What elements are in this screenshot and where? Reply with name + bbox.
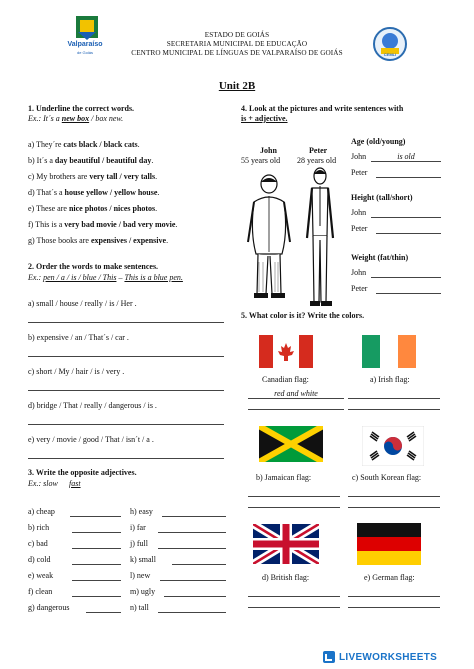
ex3-answer-line[interactable] [72,548,121,549]
ex2-answer-line[interactable] [28,458,224,459]
ex1-item-end: . [157,188,160,197]
ex1-item-options[interactable]: nice photos / nices photos [68,204,156,213]
flag-label: b) Jamaican flag: [256,473,312,482]
south-korea-flag-image [362,426,424,466]
ex3-answer-line[interactable] [162,516,226,517]
ex1-item-end: . [151,156,154,165]
logo-left-text: Valparaíso [67,41,103,48]
flag-label: a) Irish flag: [370,375,410,384]
ex4-group-title: Weight (fat/thin) [351,253,409,262]
ex3-answer-line[interactable] [158,612,226,613]
ex1-item-options[interactable]: day beautiful / beautiful day [54,156,152,165]
ex3-answer-line[interactable] [70,516,121,517]
ex3-item-right: m) ugly [130,587,156,596]
logo-right [372,26,408,62]
ex2-item: e) very / movie / good / That / isn´t / a . [28,435,154,444]
ex2-item: c) short / My / hair / is / very . [28,367,125,376]
flag-answer-line[interactable] [348,487,440,497]
ex4-peter-answer-line[interactable] [376,177,441,178]
peter-name: Peter [309,146,328,155]
ex1-example: Ex.: It´s a new box / box new. [28,114,124,123]
peter-age: 28 years old [297,156,337,165]
ex3-item-left: g) dangerous [28,603,70,612]
ex1-item-text: f) This is a [28,220,65,229]
liveworksheets-brand: LIVEWORKSHEETS [339,651,438,663]
flag-label: Canadian flag: [262,375,309,384]
ex3-item-left: a) cheap [28,507,55,516]
ex1-item [28,140,140,149]
ex4-john-answer[interactable] [371,268,441,278]
jamaica-flag-image [259,426,323,462]
ex4-peter-label: Peter [351,168,368,177]
flag-answer-line[interactable]: red and white [248,389,344,399]
flag-answer-line[interactable] [248,487,340,497]
ex1-example-answer: new box [61,114,90,123]
ex4-peter-answer-line[interactable] [376,233,441,234]
ex2-answer-line[interactable] [28,424,224,425]
ex1-item-end: . [155,172,158,181]
ex4-john-label: John [351,208,367,217]
flag-label: d) British flag: [262,573,310,582]
ex4-peter-label: Peter [351,224,368,233]
flag-label: c) South Korean flag: [352,473,422,482]
ex4-group-title: Height (tall/short) [351,193,413,202]
ex1-item-text: e) These are [28,204,69,213]
ex1-item-options[interactable]: cats black / black cats [63,140,138,149]
ex1-item [28,172,157,181]
liveworksheets-logo-icon [322,650,336,664]
john-age: 55 years old [241,156,281,165]
ex3-answer-line[interactable] [160,580,226,581]
logo-left-sub: de Goiás [76,50,93,55]
ex3-item-right: h) easy [130,507,153,516]
ex3-item-left: b) rich [28,523,50,532]
ex3-heading: 3. Write the opposite adjectives. [28,468,137,477]
john-name: John [260,146,277,155]
ex3-item-left: e) weak [28,571,54,580]
ex3-answer-line[interactable] [172,564,226,565]
ex4-john-label: John [351,268,367,277]
ex2-answer-line[interactable] [28,322,224,323]
page-title: Unit 2B [218,80,256,92]
uk-flag-image [253,524,319,564]
ex1-item-text: b) It´s a [28,156,55,165]
flag-answer-line-2[interactable] [348,409,440,410]
ex3-example-answer: fast [69,479,81,488]
ex3-item-right: i) far [130,523,146,532]
germany-flag-image [357,523,421,565]
ex3-answer-line[interactable] [72,564,121,565]
ex1-item-text: a) They´re [28,140,64,149]
ex3-answer-line[interactable] [158,548,226,549]
ex4-john-label: John [351,152,367,161]
flag-label: e) German flag: [364,573,415,582]
ex4-heading-2: is + adjective. [241,114,288,123]
ex3-answer-line[interactable] [158,532,226,533]
flag-answer-line-2[interactable] [348,607,440,608]
ex1-item-options[interactable]: house yellow / yellow house [64,188,158,197]
ex4-peter-answer-line[interactable] [376,293,441,294]
ex1-item-text: d) That´s a [28,188,65,197]
ex2-example: Ex.: pen / a / is / blue / This – This is a blue pen. [28,273,183,282]
ex4-john-answer[interactable] [371,208,441,218]
ex5-heading: 5. What color is it? Write the colors. [241,311,365,320]
ex3-item-right: k) small [130,555,156,564]
logo-right-text: CEMLI [383,52,397,57]
header-line-2: SECRETARIA MUNICIPAL DE EDUCAÇÃO [166,40,308,48]
canada-flag-image [259,335,313,368]
ex1-item-end: . [166,236,169,245]
ex1-item [28,188,159,197]
ex1-item-text: g) Those books are [28,236,91,245]
ex2-example-answer: This is a blue pen. [124,273,183,282]
header-line-3: CENTRO MUNICIPAL DE LÍNGUAS DE VALPARAÍSO DE GOIÁS [131,49,343,57]
john-illustration [244,172,294,302]
ex3-answer-line[interactable] [72,596,121,597]
ex3-example: Ex.: slow fast [28,479,90,488]
flag-answer-line-2[interactable] [248,409,344,410]
ex2-item: b) expensive / an / That´s / car . [28,333,129,342]
flag-answer-line-2[interactable] [348,507,440,508]
ex3-item-left: f) clean [28,587,53,596]
ex3-item-right: j) full [130,539,148,548]
flag-answer-line[interactable] [348,389,440,399]
ex3-answer-line[interactable] [72,580,121,581]
ex3-answer-line[interactable] [72,532,121,533]
ex3-answer-line[interactable] [86,612,121,613]
ex3-item-right: l) new [130,571,151,580]
ex4-john-answer[interactable]: is old [371,152,441,162]
ex2-answer-line[interactable] [28,356,224,357]
ex1-item [28,236,168,245]
ex3-item-left: d) cold [28,555,51,564]
ex1-item [28,220,177,229]
ex2-heading: 2. Order the words to make sentences. [28,262,159,271]
ex1-item-options[interactable]: very tall / very talls [89,172,156,181]
ex2-item: a) small / house / really / is / Her . [28,299,137,308]
ex1-heading: 1. Underline the correct words. [28,104,135,113]
header-line-1: ESTADO DE GOIÁS [204,31,270,39]
ex3-answer-line[interactable] [164,596,226,597]
ex1-item-end: . [137,140,140,149]
flag-answer-line[interactable] [248,587,340,597]
peter-illustration [302,166,338,310]
ex3-item-left: c) bad [28,539,48,548]
flag-answer-line-2[interactable] [248,607,340,608]
ex1-item-end: . [175,220,178,229]
ex2-item: d) bridge / That / really / dangerous / is . [28,401,157,410]
ex1-item-options[interactable]: expensives / expensive [90,236,167,245]
flag-answer-line-2[interactable] [248,507,340,508]
ex4-group-title: Age (old/young) [351,137,406,146]
ex1-item-text: c) My brothers are [28,172,90,181]
ex2-answer-line[interactable] [28,390,224,391]
ex1-item-options[interactable]: very bad movie / bad very movie [64,220,176,229]
liveworksheets-footer [322,649,462,665]
ex1-item-end: . [155,204,158,213]
ex1-item [28,156,153,165]
ex4-peter-label: Peter [351,284,368,293]
ex1-item [28,204,157,213]
ireland-flag-image [362,335,416,368]
ex3-item-right: n) tall [130,603,149,612]
ex4-heading: 4. Look at the pictures and write sentences with [241,104,404,113]
flag-answer-line[interactable] [348,587,440,597]
